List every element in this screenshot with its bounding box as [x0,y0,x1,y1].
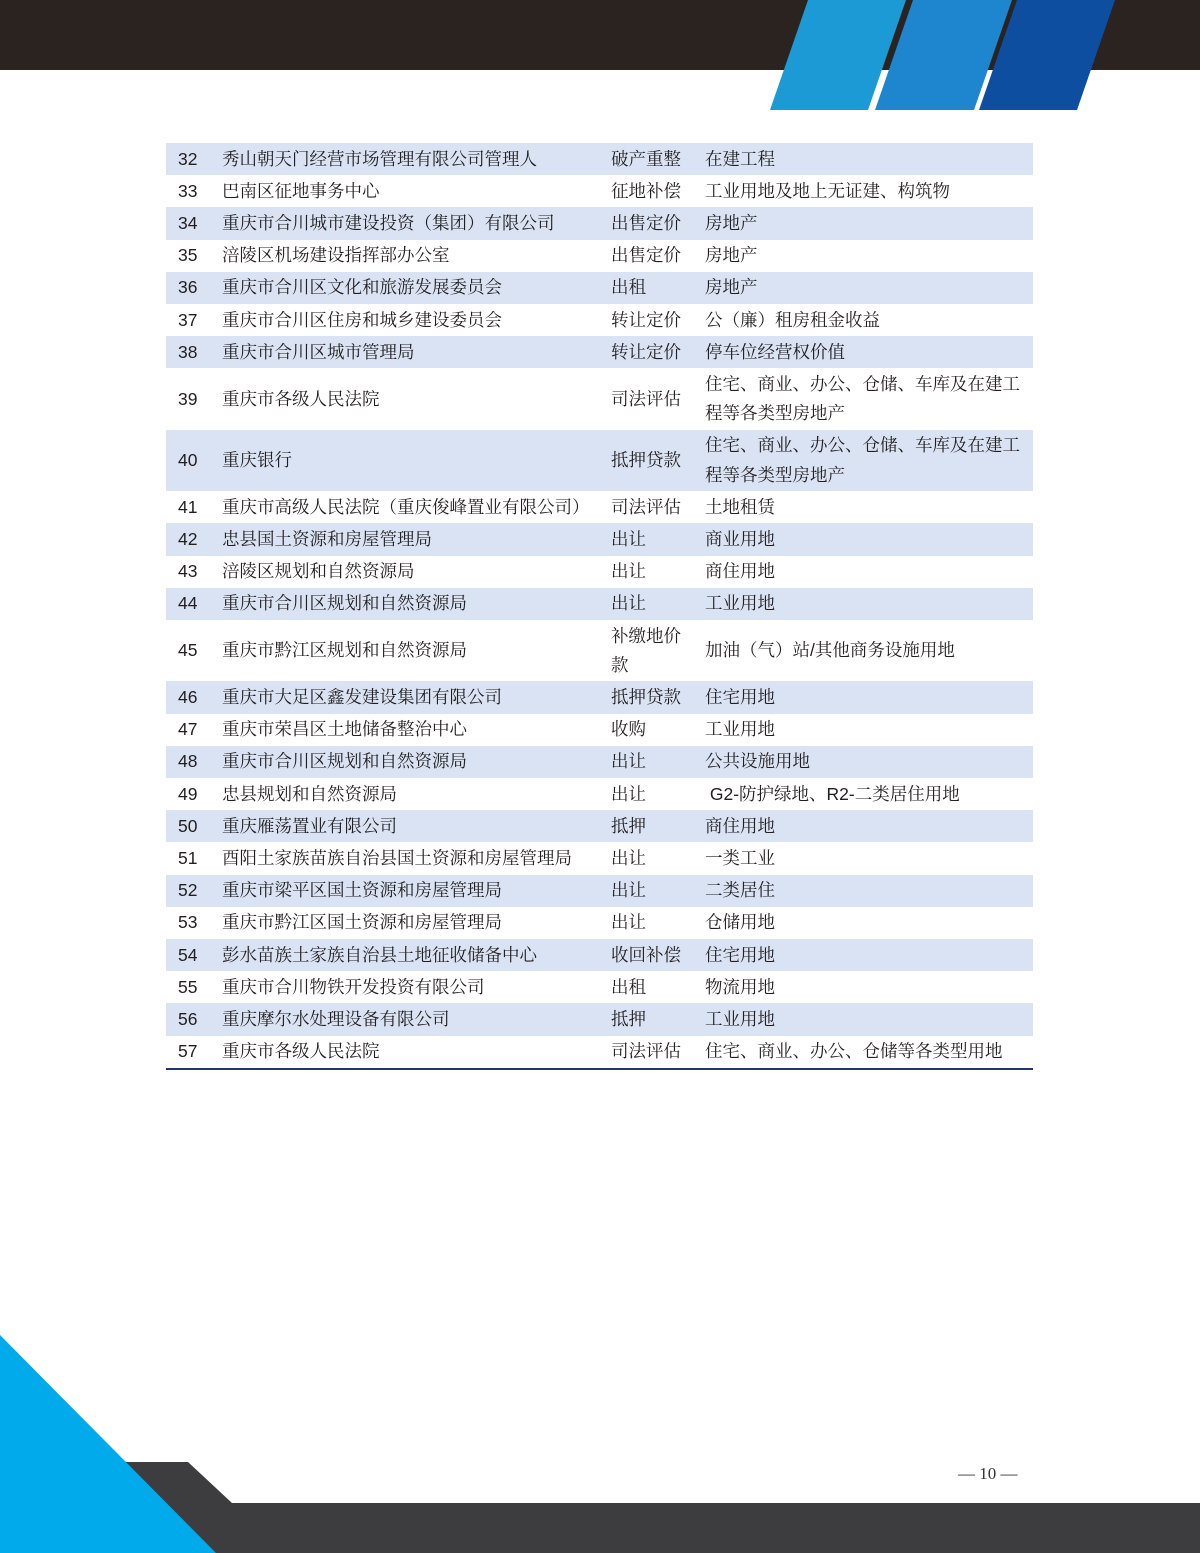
cell-asset: 住宅、商业、办公、仓储、车库及在建工程等各类型房地产 [705,373,1020,424]
table-row [166,368,1033,429]
cell-asset: 加油（气）站/其他商务设施用地 [705,640,955,661]
table-row [166,175,1033,207]
cell-no: 39 [178,388,198,409]
cell-name: 彭水苗族土家族自治县土地征收储备中心 [215,939,600,971]
cell-asset: 在建工程 [695,143,1033,175]
cell-name: 涪陵区规划和自然资源局 [222,561,415,582]
table-row [166,207,1033,239]
cell-name: 涪陵区机场建设指挥部办公室 [222,245,450,266]
cell-asset: 房地产 [695,272,1033,304]
cell-type: 出租 [611,976,646,997]
cell-asset: 住宅用地 [695,939,1033,971]
cell-no: 47 [178,719,198,740]
cell-asset: 工业用地 [705,719,775,740]
cell-no: 35 [178,245,198,266]
cell-asset: 工业用地 [695,588,1033,620]
cell-type: 出售定价 [611,245,681,266]
footer-decoration [0,1330,1200,1553]
cell-type: 出让 [611,783,646,804]
table-row [166,971,1033,1003]
table-row [166,491,1033,523]
project-table [166,143,1033,1070]
table-row [166,304,1033,336]
cell-type: 抵押 [600,1003,695,1035]
table-row [166,556,1033,588]
project-table-container [166,143,1033,1070]
header-decoration [0,0,1200,112]
cell-no: 55 [178,976,198,997]
cell-type: 出让 [600,588,695,620]
cell-type: 转让定价 [600,336,695,368]
cell-name: 重庆市各级人民法院 [222,388,380,409]
cell-no: 44 [166,588,215,620]
cell-asset: 土地租赁 [705,496,775,517]
cell-name: 重庆市梁平区国土资源和房屋管理局 [215,875,600,907]
cell-no: 38 [166,336,215,368]
table-row [166,1036,1033,1069]
cell-name: 忠县规划和自然资源局 [222,783,397,804]
page-number: — 10 — [958,1464,1018,1483]
cell-asset: G2-防护绿地、R2-二类居住用地 [705,783,960,804]
cell-asset: 商业用地 [695,523,1033,555]
cell-asset: 公共设施用地 [695,746,1033,778]
cell-asset: 一类工业 [705,847,775,868]
table-row [166,810,1033,842]
table-row [166,842,1033,874]
cell-no: 34 [166,207,215,239]
cell-type: 出让 [611,912,646,933]
cell-type: 出让 [611,847,646,868]
cell-no: 53 [178,912,198,933]
cell-name: 重庆市大足区鑫发建设集团有限公司 [215,681,600,713]
cell-type: 出让 [600,523,695,555]
cell-asset: 二类居住 [695,875,1033,907]
cell-no: 42 [166,523,215,555]
cell-asset: 住宅、商业、办公、仓储、车库及在建工程等各类型房地产 [695,430,1033,491]
cell-name: 重庆雁荡置业有限公司 [215,810,600,842]
cell-asset: 商住用地 [695,810,1033,842]
cell-no: 57 [178,1041,198,1062]
cell-type: 出租 [600,272,695,304]
cell-type: 收购 [611,719,646,740]
table-body [166,143,1033,1069]
cell-no: 50 [166,810,215,842]
cell-asset: 公（廉）租房租金收益 [705,309,880,330]
cell-name: 酉阳土家族苗族自治县国土资源和房屋管理局 [222,847,572,868]
table-row [166,778,1033,810]
cell-no: 46 [166,681,215,713]
cell-name: 重庆市各级人民法院 [222,1041,380,1062]
cell-name: 重庆银行 [215,430,600,491]
footer-band [118,1462,1200,1553]
cell-type: 出售定价 [600,207,695,239]
table-row [166,143,1033,175]
cell-name: 重庆市黔江区规划和自然资源局 [222,640,467,661]
cell-type: 征地补偿 [611,180,681,201]
cell-name: 巴南区征地事务中心 [222,180,380,201]
table-row [166,523,1033,555]
table-row [166,681,1033,713]
cell-type: 破产重整 [600,143,695,175]
cell-no: 45 [178,640,198,661]
cell-asset: 工业用地及地上无证建、构筑物 [705,180,950,201]
cell-asset: 住宅用地 [695,681,1033,713]
cell-no: 43 [178,561,198,582]
cell-name: 重庆市合川区规划和自然资源局 [215,746,600,778]
cell-type: 司法评估 [611,388,681,409]
cell-type: 出让 [600,875,695,907]
cell-no: 56 [166,1003,215,1035]
cell-name: 重庆市合川区规划和自然资源局 [215,588,600,620]
cell-no: 48 [166,746,215,778]
cell-asset: 物流用地 [705,976,775,997]
cell-asset: 停车位经营权价值 [695,336,1033,368]
table-row [166,939,1033,971]
cell-asset: 房地产 [705,245,758,266]
cell-type: 司法评估 [611,1041,681,1062]
table-row [166,620,1033,681]
cell-name: 重庆市合川城市建设投资（集团）有限公司 [215,207,600,239]
table-row [166,430,1033,491]
cell-type: 抵押贷款 [600,430,695,491]
cell-no: 49 [178,783,198,804]
cell-name: 重庆市合川区文化和旅游发展委员会 [215,272,600,304]
cell-no: 33 [178,180,198,201]
cell-no: 52 [166,875,215,907]
footer-triangle [0,1335,216,1553]
table-row [166,336,1033,368]
cell-type: 出让 [611,561,646,582]
table-row [166,875,1033,907]
cell-name: 重庆市合川物铁开发投资有限公司 [222,976,485,997]
cell-name: 重庆摩尔水处理设备有限公司 [215,1003,600,1035]
cell-type: 转让定价 [611,309,681,330]
cell-no: 32 [166,143,215,175]
cell-type: 抵押 [600,810,695,842]
cell-asset: 商住用地 [705,561,775,582]
table-row [166,272,1033,304]
cell-no: 40 [166,430,215,491]
cell-name: 重庆市合川区城市管理局 [215,336,600,368]
cell-no: 37 [178,309,198,330]
table-row [166,588,1033,620]
cell-asset: 工业用地 [695,1003,1033,1035]
cell-name: 重庆市黔江区国土资源和房屋管理局 [222,912,502,933]
cell-type: 司法评估 [611,496,681,517]
table-row [166,714,1033,746]
table-row [166,240,1033,272]
cell-asset: 住宅、商业、办公、仓储等各类型用地 [705,1041,1003,1062]
cell-name: 秀山朝天门经营市场管理有限公司管理人 [215,143,600,175]
table-row [166,746,1033,778]
cell-name: 忠县国土资源和房屋管理局 [215,523,600,555]
cell-no: 54 [166,939,215,971]
cell-asset: 房地产 [695,207,1033,239]
cell-name: 重庆市荣昌区土地储备整治中心 [222,719,467,740]
cell-name: 重庆市高级人民法院（重庆俊峰置业有限公司） [222,496,590,517]
cell-type: 抵押贷款 [600,681,695,713]
cell-asset: 仓储用地 [705,912,775,933]
table-row [166,1003,1033,1035]
cell-no: 36 [166,272,215,304]
cell-type: 补缴地价款 [611,625,681,675]
cell-no: 51 [178,847,198,868]
cell-no: 41 [178,496,198,517]
cell-type: 出让 [600,746,695,778]
table-row [166,907,1033,939]
cell-name: 重庆市合川区住房和城乡建设委员会 [222,309,502,330]
cell-type: 收回补偿 [600,939,695,971]
